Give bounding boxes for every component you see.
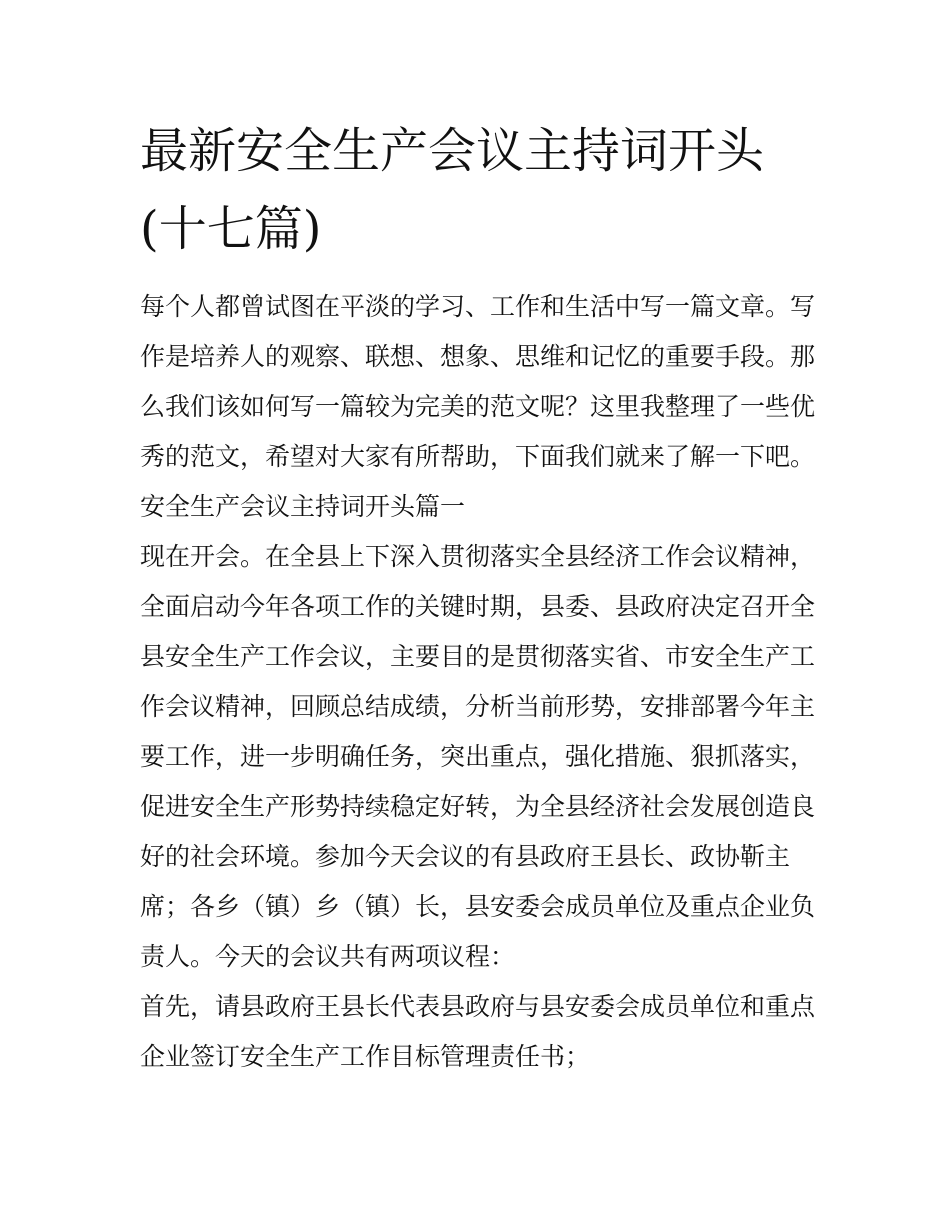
text-line: 席；各乡（镇）乡（镇）长，县安委会成员单位及重点企业负	[140, 892, 816, 921]
text-line: 作是培养人的观察、联想、想象、思维和记忆的重要手段。那	[140, 342, 816, 371]
document-content	[140, 112, 816, 1082]
opening-paragraph	[140, 532, 816, 982]
text-line: 每个人都曾试图在平淡的学习、工作和生活中写一篇文章。写	[140, 292, 816, 321]
text-line: 作会议精神，回顾总结成绩，分析当前形势，安排部署今年主	[140, 692, 816, 721]
text-line: 好的社会环境。参加今天会议的有县政府王县长、政协靳主	[140, 842, 791, 871]
text-line: 秀的范文，希望对大家有所帮助，下面我们就来了解一下吧。	[140, 442, 816, 471]
text-line: 么我们该如何写一篇较为完美的范文呢？这里我整理了一些优	[140, 392, 816, 421]
text-line: 县安全生产工作会议，主要目的是贯彻落实省、市安全生产工	[140, 642, 816, 671]
text-line: 首先，请县政府王县长代表县政府与县安委会成员单位和重点	[140, 992, 816, 1021]
title-line: (十七篇)	[140, 201, 322, 257]
text-line: 要工作，进一步明确任务，突出重点，强化措施、狠抓落实，	[140, 742, 816, 771]
text-line: 现在开会。在全县上下深入贯彻落实全县经济工作会议精神，	[140, 542, 816, 571]
document-title	[140, 112, 812, 268]
text-line: 企业签订安全生产工作目标管理责任书；	[140, 1042, 591, 1071]
title-line: 最新安全生产会议主持词开头	[140, 123, 765, 179]
section-heading	[140, 482, 812, 532]
section-heading-text: 安全生产会议主持词开头篇一	[140, 492, 466, 521]
text-line: 责人。今天的会议共有两项议程：	[140, 942, 516, 971]
intro-paragraph	[140, 282, 816, 482]
text-line: 促进安全生产形势持续稳定好转，为全县经济社会发展创造良	[140, 792, 816, 821]
document-body	[140, 282, 816, 1082]
text-line: 全面启动今年各项工作的关键时期，县委、县政府决定召开全	[140, 592, 816, 621]
agenda-paragraph	[140, 982, 816, 1082]
